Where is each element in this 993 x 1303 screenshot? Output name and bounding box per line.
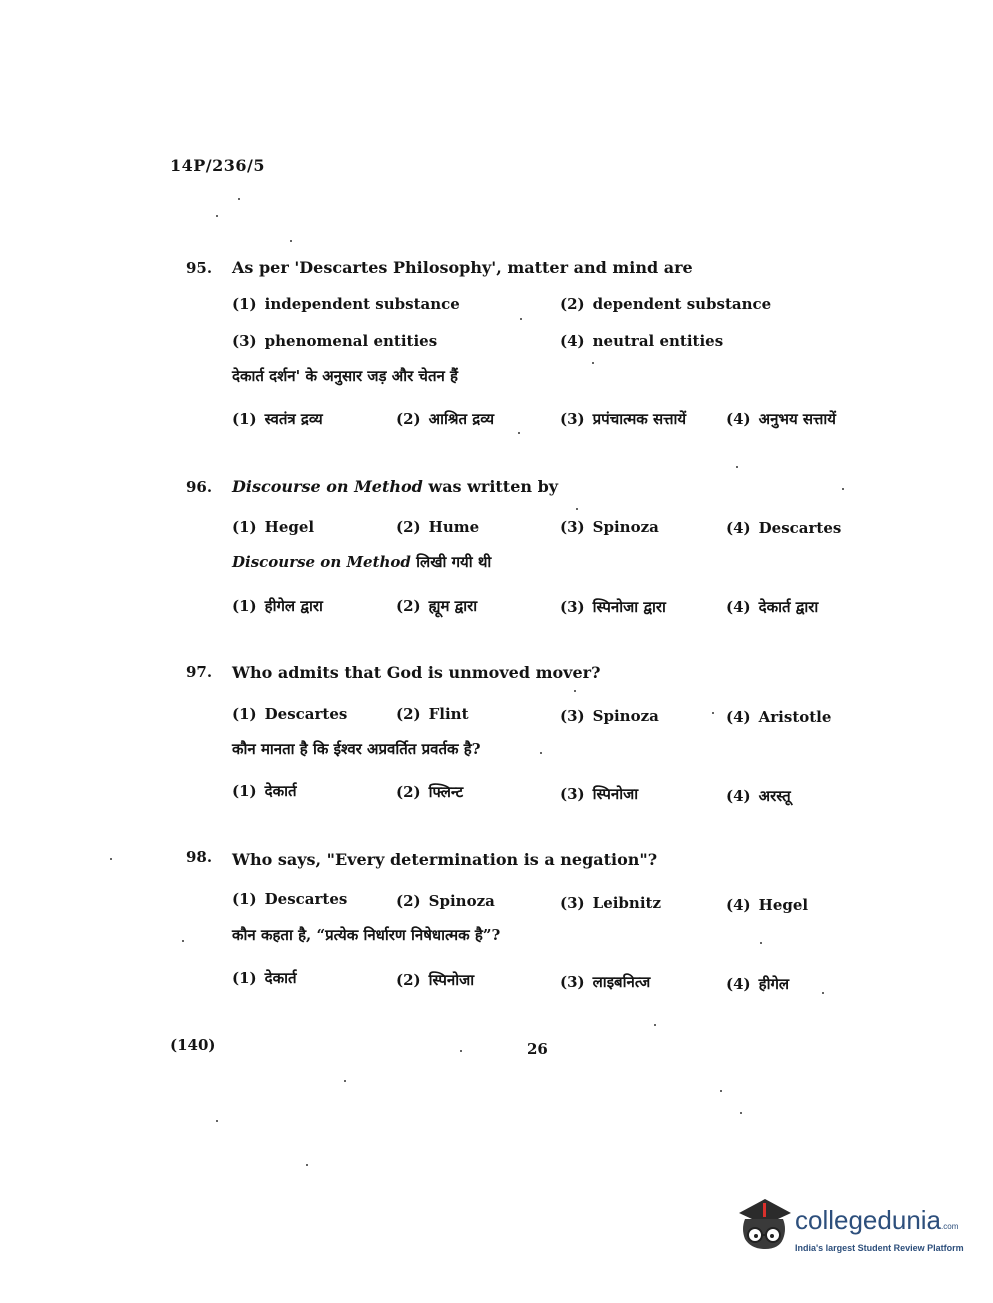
scan-speck — [306, 1164, 308, 1166]
option-hi: (3) स्पिनोजा — [560, 785, 639, 803]
option-hi: (4) अनुभय सत्तायें — [726, 410, 836, 428]
option-en: (4) neutral entities — [560, 332, 724, 350]
option-en: (3) phenomenal entities — [232, 332, 438, 350]
logo-wordmark: collegedunia.com — [795, 1205, 959, 1235]
question-text-hi: कौन कहता है, “प्रत्येक निर्धारण निषेधात्मक है”? — [232, 926, 501, 944]
footer-code: (140) — [170, 1036, 216, 1054]
option-hi: (1) देकार्त — [232, 969, 297, 987]
option-hi: (2) आश्रित द्रव्य — [396, 410, 495, 428]
option-hi: (1) देकार्त — [232, 782, 297, 800]
option-hi: (2) स्पिनोजा — [396, 971, 475, 989]
option-hi: (3) प्रपंचात्मक सत्तायें — [560, 410, 687, 428]
option-en: (2) Flint — [396, 705, 469, 723]
question-number: 95. — [186, 259, 213, 277]
scan-speck — [520, 318, 522, 320]
option-en: (3) Leibnitz — [560, 894, 661, 912]
option-en: (3) Spinoza — [560, 518, 659, 536]
scan-speck — [290, 240, 292, 242]
option-hi: (4) हीगेल — [726, 975, 790, 993]
scan-speck — [460, 1050, 462, 1052]
option-en: (1) Descartes — [232, 890, 348, 908]
scan-speck — [344, 1080, 346, 1082]
question-number: 98. — [186, 848, 213, 866]
question-text-en: As per 'Descartes Philosophy', matter and mind are — [232, 258, 693, 277]
scan-speck — [736, 466, 738, 468]
collegedunia-logo[interactable] — [735, 1195, 965, 1260]
scan-speck — [822, 992, 824, 994]
scan-speck — [654, 1024, 656, 1026]
option-en: (2) Spinoza — [396, 892, 495, 910]
scan-speck — [216, 1120, 218, 1122]
option-en: (4) Descartes — [726, 519, 842, 537]
mascot-icon — [735, 1195, 795, 1257]
option-en: (3) Spinoza — [560, 707, 659, 725]
question-text-en: Who says, "Every determination is a negation"? — [232, 850, 658, 869]
question-text-hi: Discourse on Method लिखी गयी थी — [232, 553, 492, 571]
scan-speck — [712, 712, 714, 714]
scan-speck — [576, 508, 578, 510]
option-hi: (1) हीगेल द्वारा — [232, 597, 323, 615]
option-hi: (3) लाइबनित्ज — [560, 973, 651, 991]
option-en: (1) Hegel — [232, 518, 315, 536]
option-en: (2) dependent substance — [560, 295, 772, 313]
question-text-en: Who admits that God is unmoved mover? — [232, 663, 601, 682]
scan-speck — [216, 215, 218, 217]
scan-speck — [592, 362, 594, 364]
option-en: (4) Hegel — [726, 896, 809, 914]
scan-speck — [720, 1090, 722, 1092]
scan-speck — [182, 940, 184, 942]
scan-speck — [110, 858, 112, 860]
option-en: (4) Aristotle — [726, 708, 832, 726]
scan-speck — [540, 752, 542, 754]
option-en: (1) independent substance — [232, 295, 460, 313]
scan-speck — [574, 690, 576, 692]
option-hi: (4) अरस्तू — [726, 787, 791, 805]
question-text-hi: कौन मानता है कि ईश्वर अप्रवर्तित प्रवर्तक है? — [232, 740, 481, 758]
option-hi: (1) स्वतंत्र द्रव्य — [232, 410, 323, 428]
option-en: (1) Descartes — [232, 705, 348, 723]
scan-speck — [740, 1112, 742, 1114]
scan-speck — [238, 198, 240, 200]
option-en: (2) Hume — [396, 518, 480, 536]
option-hi: (2) फ्लिन्ट — [396, 783, 464, 801]
option-hi: (3) स्पिनोजा द्वारा — [560, 598, 666, 616]
scan-speck — [760, 942, 762, 944]
question-number: 96. — [186, 478, 213, 496]
paper-code: 14P/236/5 — [170, 156, 266, 175]
scan-speck — [518, 432, 520, 434]
logo-tagline: India's largest Student Review Platform — [795, 1243, 964, 1253]
option-hi: (4) देकार्त द्वारा — [726, 598, 819, 616]
page-number: 26 — [527, 1040, 548, 1058]
question-number: 97. — [186, 663, 213, 681]
question-text-en: Discourse on Method was written by — [232, 477, 559, 496]
question-text-hi: देकार्त दर्शन' के अनुसार जड़ और चेतन हैं — [232, 367, 459, 385]
option-hi: (2) ह्यूम द्वारा — [396, 597, 478, 615]
scan-speck — [842, 488, 844, 490]
